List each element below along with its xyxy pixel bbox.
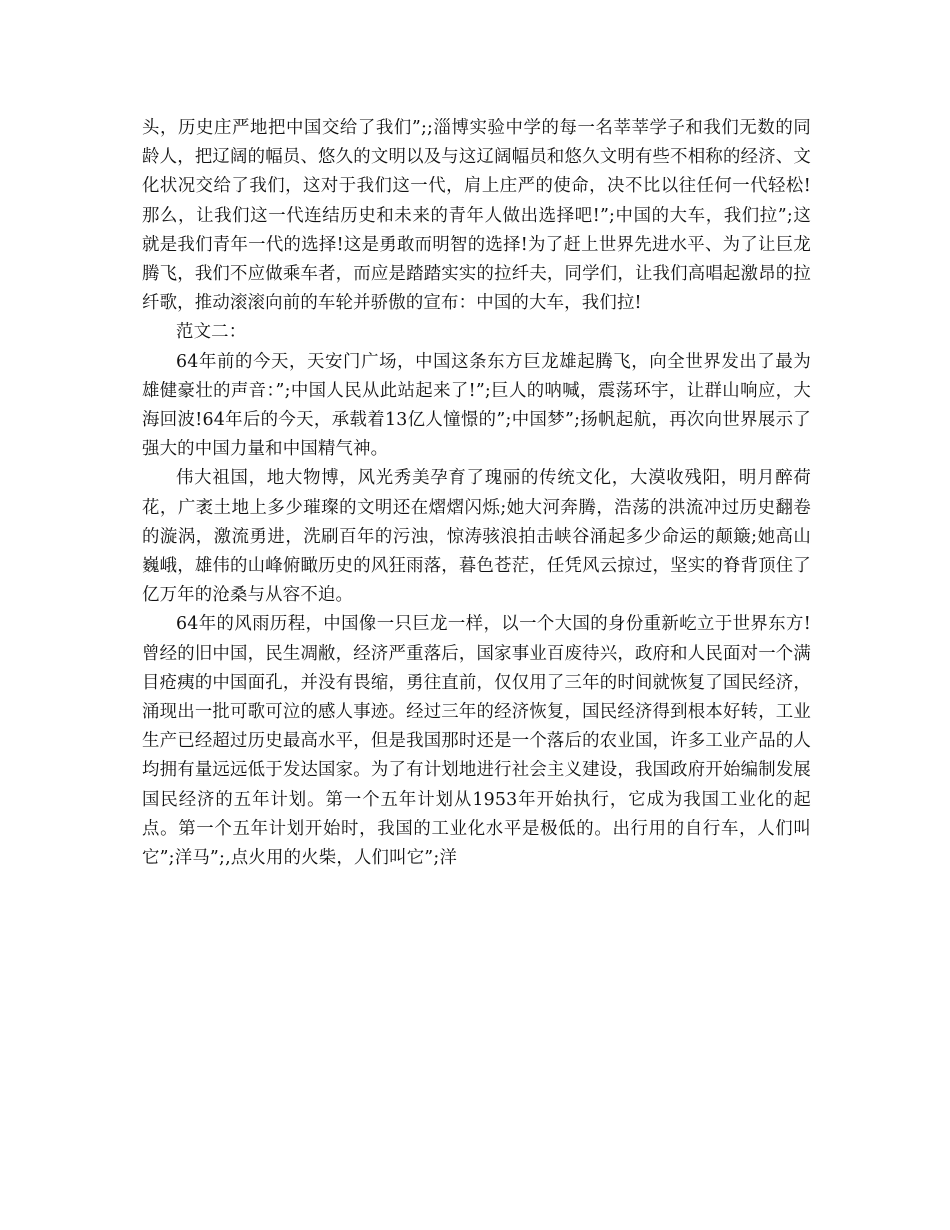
paragraph: 64年前的今天，天安门广场，中国这条东方巨龙雄起腾飞，向全世界发出了最为雄健豪壮的声音：”;中国人民从此站起来了!”;巨人的呐喊，震荡环宇，让群山响应，大海回波!64年后的今天，承载着13亿人憧憬的”;中国梦”;扬帆起航，再次向世界展示了强大的中国力量和中国精气神。	[142, 351, 811, 460]
paragraph: 伟大祖国，地大物博，风光秀美孕育了瑰丽的传统文化，大漠收残阳，明月醉荷花，广袤土地上多少璀璨的文明还在熠熠闪烁;她大河奔腾，浩荡的洪流冲过历史翻卷的漩涡，激流勇进，洗刷百年的污浊，惊涛骇浪拍击峡谷涌起多少命运的颠簸;她高山巍峨，雄伟的山峰俯瞰历史的风狂雨落，暮色苍茫，任凭风云掠过，坚实的脊背顶住了亿万年的沧桑与从容不迫。	[142, 468, 811, 606]
paragraph-continuation: 头，历史庄严地把中国交给了我们”;;淄博实验中学的每一名莘莘学子和我们无数的同龄人，把辽阔的幅员、悠久的文明以及与这辽阔幅员和悠久文明有些不相称的经济、文化状况交给了我们，这对于我们这一代，肩上庄严的使命，决不比以往任何一代轻松!那么，让我们这一代连结历史和未来的青年人做出选择吧!”;中国的大车，我们拉”;这就是我们青年一代的选择!这是勇敢而明智的选择!为了赶上世界先进水平、为了让巨龙腾飞，我们不应做乘车者，而应是踏踏实实的拉纤夫，同学们，让我们高唱起激昂的拉纤歌，推动滚滚向前的车轮并骄傲的宣布：中国的大车，我们拉!	[142, 118, 811, 314]
document-body	[142, 114, 811, 873]
section-heading: 范文二：	[176, 322, 247, 343]
paragraph: 64年的风雨历程，中国像一只巨龙一样，以一个大国的身份重新屹立于世界东方!曾经的旧中国，民生凋敝，经济严重落后，国家事业百废待兴，政府和人民面对一个满目疮痍的中国面孔，并没有畏缩，勇往直前，仅仅用了三年的时间就恢复了国民经济，涌现出一批可歌可泣的感人事迹。经过三年的经济恢复，国民经济得到根本好转，工业生产已经超过历史最高水平，但是我国那时还是一个落后的农业国，许多工业产品的人均拥有量远远低于发达国家。为了有计划地进行社会主义建设，我国政府开始编制发展国民经济的五年计划。第一个五年计划从1953年开始执行，它成为我国工业化的起点。第一个五年计划开始时，我国的工业化水平是极低的。出行用的自行车，人们叫它”;洋马”;,点火用的火柴，人们叫它”;洋	[142, 614, 811, 869]
